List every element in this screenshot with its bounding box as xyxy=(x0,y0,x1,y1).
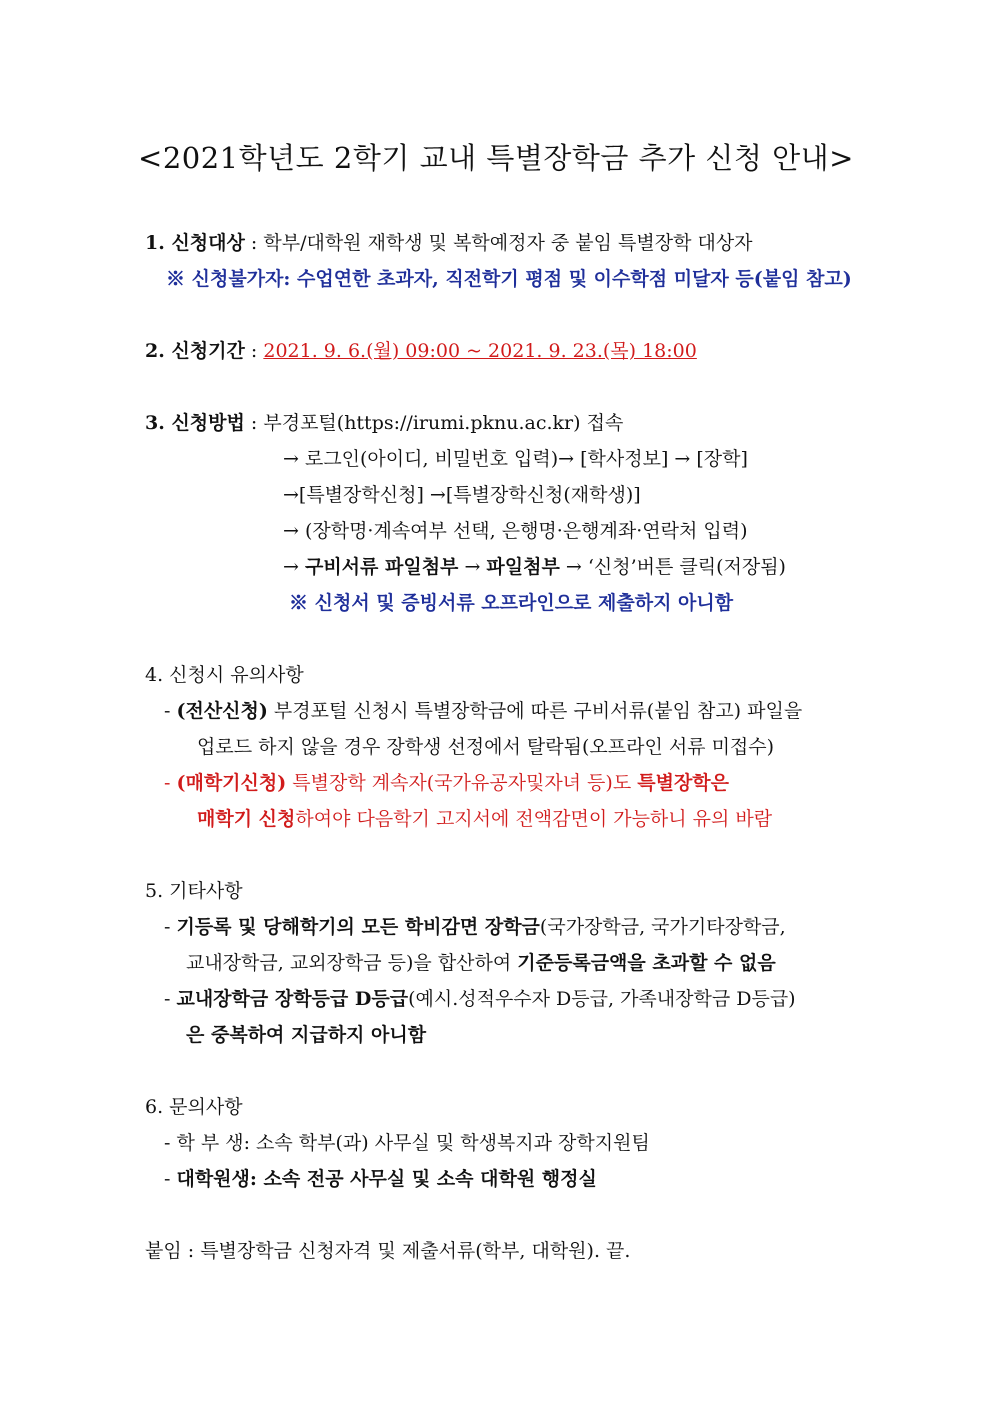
dash: - xyxy=(164,772,177,794)
dash: - xyxy=(164,1168,177,1190)
arrow: → xyxy=(283,556,305,578)
section-other-heading: 5. 기타사항 xyxy=(145,880,243,902)
file-attach: 파일첨부 xyxy=(486,556,560,578)
arrow: → xyxy=(458,556,487,578)
colon: : xyxy=(244,412,264,434)
colon: : xyxy=(244,232,264,254)
caution-item-every-semester xyxy=(164,770,729,796)
page-title: <2021학년도 2학기 교내 특별장학금 추가 신청 안내> xyxy=(138,141,854,175)
section-label: 2. 신청기간 xyxy=(145,340,245,362)
caution-item-every-semester-cont xyxy=(197,806,772,832)
other-item-limit xyxy=(164,914,786,940)
other-item-grade-d-cont: 은 중복하여 지급하지 아니함 xyxy=(186,1024,427,1046)
limit-bold: 기준등록금액을 초과할 수 없음 xyxy=(517,952,776,974)
dash: - xyxy=(164,916,177,938)
every-semester-text: 특별장학 계속자(국가유공자및자녀 등)도 xyxy=(286,772,638,794)
contact-undergrad-text: 학 부 생: 소속 학부(과) 사무실 및 학생복지과 장학지원팀 xyxy=(176,1132,650,1154)
method-step-upload xyxy=(283,554,786,580)
every-semester-emphasis: 매학기 신청 xyxy=(197,808,296,830)
colon: : xyxy=(244,340,264,362)
every-semester-emphasis: 특별장학은 xyxy=(637,772,730,794)
limit-text: (국가장학금, 국가기타장학금, xyxy=(539,916,786,938)
method-step-login: → 로그인(아이디, 비밀번호 입력)→ [학사정보] → [장학] xyxy=(283,448,748,470)
contact-grad-text: 대학원생: 소속 전공 사무실 및 소속 대학원 행정실 xyxy=(176,1168,597,1190)
limit-text: 교내장학금, 교외장학금 등)을 합산하여 xyxy=(186,952,518,974)
every-semester-label: (매학기신청) xyxy=(176,772,287,794)
section-target xyxy=(145,230,753,256)
caution-item-online xyxy=(164,698,802,724)
contact-grad xyxy=(164,1166,597,1192)
required-docs-upload: 구비서류 파일첨부 xyxy=(304,556,459,578)
every-semester-text: 하여야 다음학기 고지서에 전액감면이 가능하니 유의 바람 xyxy=(295,808,773,830)
submit-step: → ‘신청’버튼 클릭(저장됨) xyxy=(559,556,786,578)
online-text: 부경포털 신청시 특별장학금에 따른 구비서류(붙임 참고) 파일을 xyxy=(267,700,803,722)
section-label: 3. 신청방법 xyxy=(145,412,245,434)
application-period: 2021. 9. 6.(월) 09:00 ~ 2021. 9. 23.(목) 18:00 xyxy=(263,340,697,362)
dash: - xyxy=(164,1132,177,1154)
grade-d-bold: 교내장학금 장학등급 D등급 xyxy=(176,988,409,1010)
portal-text: 부경포털(https://irumi.pknu.ac.kr) 접속 xyxy=(263,412,624,434)
attachment-note: 붙임 : 특별장학금 신청자격 및 제출서류(학부, 대학원). 끝. xyxy=(145,1240,631,1262)
section-method xyxy=(145,410,623,436)
ineligible-note: ※ 신청불가자: 수업연한 초과자, 직전학기 평점 및 이수학점 미달자 등(붙임 참고) xyxy=(166,268,852,290)
method-step-menu: →[특별장학신청] →[특별장학신청(재학생)] xyxy=(283,484,641,506)
limit-bold: 기등록 및 당해학기의 모든 학비감면 장학금 xyxy=(176,916,540,938)
section-label: 1. 신청대상 xyxy=(145,232,245,254)
section-text: 학부/대학원 재학생 및 복학예정자 중 붙임 특별장학 대상자 xyxy=(263,232,753,254)
grade-d-text: (예시.성적우수자 D등급, 가족내장학금 D등급) xyxy=(408,988,796,1010)
offline-note: ※ 신청서 및 증빙서류 오프라인으로 제출하지 아니함 xyxy=(289,592,734,614)
method-step-input: → (장학명·계속여부 선택, 은행명·은행계좌·연락처 입력) xyxy=(283,520,748,542)
dash: - xyxy=(164,700,177,722)
other-item-grade-d xyxy=(164,986,796,1012)
section-contact-heading: 6. 문의사항 xyxy=(145,1096,243,1118)
section-caution-heading: 4. 신청시 유의사항 xyxy=(145,664,304,686)
online-label: (전산신청) xyxy=(176,700,268,722)
dash: - xyxy=(164,988,177,1010)
contact-undergrad xyxy=(164,1130,650,1156)
section-period xyxy=(145,338,697,364)
caution-item-online-cont: 업로드 하지 않을 경우 장학생 선정에서 탈락됨(오프라인 서류 미접수) xyxy=(197,736,775,758)
other-item-limit-cont xyxy=(186,950,776,976)
